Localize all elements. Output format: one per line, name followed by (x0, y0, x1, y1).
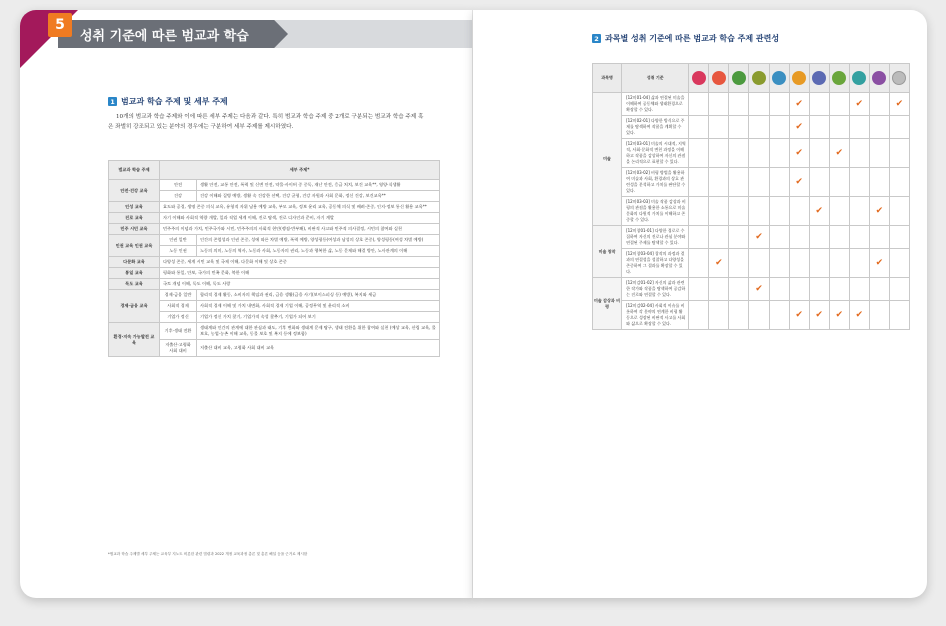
empty-cell (889, 278, 909, 301)
criteria-row (593, 301, 910, 330)
empty-cell (769, 168, 789, 197)
section-1-label: 범교과 학습 주제 및 세부 주제 (121, 97, 228, 106)
topic-details: 효도와 공경, 생명 존중 의식 교육, 유형적 자위 남용 예방 교육, 부모 교육, 정보 윤리 교육, 공동체 의식 및 배려·존중, 인지·정보 통신 활용 교육** (160, 202, 440, 213)
empty-cell (829, 93, 849, 116)
empty-cell (789, 278, 809, 301)
section-1-title (108, 96, 228, 107)
empty-cell (749, 197, 769, 226)
empty-cell (689, 278, 709, 301)
topic-category: 환경·지속 가능발전 교육 (109, 323, 160, 357)
empty-cell (809, 139, 829, 168)
empty-cell (809, 116, 829, 139)
topic-icon-header (829, 64, 849, 93)
empty-cell (829, 249, 849, 278)
topic-details: 기업가 정신 가치 찾기, 기업가적 속성 찾추기, 기업가 되어 보기 (197, 312, 440, 323)
topic-row (109, 279, 440, 290)
empty-cell (709, 278, 729, 301)
empty-cell (889, 226, 909, 249)
empty-cell (889, 197, 909, 226)
empty-cell (869, 168, 889, 197)
topic-details: 인간의 존엄성과 인권 존중, 성에 따른 차별 예방, 폭력 예방, 양성평등(여성과 남성의 상호 존중), 양성평등(여성 차별 예방) (197, 235, 440, 246)
check-mark: ✔ (869, 197, 889, 226)
empty-cell (709, 139, 729, 168)
empty-cell (769, 197, 789, 226)
criteria-text: [12미창03-04] 창작의 과정과 결과의 연결성을 성찰하고 다양성을 존중하여 그 결과를 확장할 수 있다. (622, 249, 689, 278)
section-2-label: 과목별 성취 기준에 따른 범교과 학습 주제 관련성 (605, 34, 780, 43)
empty-cell (789, 249, 809, 278)
intro-paragraph: 10개의 범교과 학습 주제와 이에 따른 세부 주제는 다음과 같다. 특히 범교과 학습 주제 중 2개로 구분되는 범교과 학습 주제 혹은 좌벌히 강조되고 있는 분야의 경우에는 구분하여 세부 주제를 제시하였다. (108, 114, 424, 130)
empty-cell (829, 226, 849, 249)
left-page (20, 10, 473, 598)
empty-cell (769, 139, 789, 168)
empty-cell (749, 93, 769, 116)
topic-subcategory: 기업가 정신 (160, 312, 197, 323)
empty-cell (749, 301, 769, 330)
criteria-text: [12미감02-04] 사회적 이슈를 비롯하여 각 분야의 연계한 비평 활동으로 성장된 비판적 사고를 사회와 삶으로 확장할 수 있다. (622, 301, 689, 330)
topic-subcategory: 건강 (160, 191, 197, 202)
empty-cell (769, 226, 789, 249)
empty-cell (689, 226, 709, 249)
empty-cell (769, 278, 789, 301)
empty-cell (769, 93, 789, 116)
topic-details: 자기 이해와 사회적 역량 개발, 일과 직업 세계 이해, 진로 탐색, 진로 디자인과 준비, 자기 계발 (160, 213, 440, 224)
empty-cell (849, 116, 869, 139)
empty-cell (829, 278, 849, 301)
topic-row (109, 202, 440, 213)
empty-cell (869, 278, 889, 301)
empty-cell (689, 249, 709, 278)
empty-cell (769, 301, 789, 330)
empty-cell (729, 116, 749, 139)
empty-cell (749, 168, 769, 197)
topic-details: 생태계와 인간의 관계에 대한 관심과 태도, 기후 변화와 생태계 문제 탐구, 생태 전환을 위한 참여와 실천 (예상 교육, 산림 교육, 물 보호, 농업·농촌 이해 교육, 동물 보호 및 복지 등에 정보함) (197, 323, 440, 340)
empty-cell (709, 116, 729, 139)
empty-cell (849, 226, 869, 249)
topic-category: 다문화 교육 (109, 257, 160, 268)
topic-icon-header (849, 64, 869, 93)
empty-cell (709, 226, 729, 249)
empty-cell (729, 93, 749, 116)
check-mark: ✔ (789, 139, 809, 168)
topic-subcategory: 사회적 경제 (160, 301, 197, 312)
topic-subcategory: 저출산·고령화 사회 대비 (160, 340, 197, 357)
topic-subcategory: 경제·금융 일반 (160, 290, 197, 301)
check-mark: ✔ (829, 301, 849, 330)
topic-icon-header (869, 64, 889, 93)
empty-cell (889, 116, 909, 139)
topic-5-icon (772, 71, 786, 85)
check-mark: ✔ (789, 301, 809, 330)
criteria-row (593, 93, 910, 116)
topic-category: 통일 교육 (109, 268, 160, 279)
topic-details: 민주주의 이념과 가치, 민주국가와 시민, 민주주의의 사회적 현안(쟁점·반부패), 비판적 사고와 민주적 의사결정, 시민의 참여와 실천 (160, 224, 440, 235)
topic-8-icon (832, 71, 846, 85)
topic-subcategory: 노동 인권 (160, 246, 197, 257)
empty-cell (889, 301, 909, 330)
topic-3-icon (732, 71, 746, 85)
empty-cell (729, 226, 749, 249)
topic-1-icon (692, 71, 706, 85)
topic-4-icon (752, 71, 766, 85)
empty-cell (829, 197, 849, 226)
empty-cell (689, 301, 709, 330)
check-mark: ✔ (749, 278, 769, 301)
right-page (473, 10, 927, 598)
empty-cell (709, 168, 729, 197)
col-topic: 범교과 학습 주제 (109, 161, 160, 180)
empty-cell (829, 168, 849, 197)
topics-table (108, 160, 440, 357)
criteria-row (593, 226, 910, 249)
subject-name: 미술 감상과 비평 (593, 278, 622, 330)
topic-row (109, 180, 440, 191)
topic-subcategory: 기후·생태 전환 (160, 323, 197, 340)
criteria-row (593, 139, 910, 168)
check-mark: ✔ (789, 168, 809, 197)
criteria-text: [12미02-01] 다양한 방식으로 주제를 탐색하여 작품을 계획할 수 있다. (622, 116, 689, 139)
criteria-row (593, 116, 910, 139)
check-mark: ✔ (849, 93, 869, 116)
check-mark: ✔ (789, 93, 809, 116)
criteria-row (593, 168, 910, 197)
empty-cell (849, 139, 869, 168)
topic-details: 노동의 의미, 노동의 역사, 노동과 사회, 노동자의 권리, 노동과 행복한 삶, 노동 문제와 해결 방안, 노사관계의 이해 (197, 246, 440, 257)
subject-name: 미술 (593, 93, 622, 226)
topic-icon-header (689, 64, 709, 93)
empty-cell (869, 116, 889, 139)
topic-category: 인권 교육 인권 교육 (109, 235, 160, 257)
empty-cell (749, 249, 769, 278)
empty-cell (889, 168, 909, 197)
topic-details: 다양성 존중, 세계 시민 교육 및 국제 이해, 다문화 이해 및 상호 존중 (160, 257, 440, 268)
empty-cell (849, 168, 869, 197)
topic-details: 사회적 경제 이해 및 가치 내면화, 사회적 경제 기업 이해, 공정무역 및 윤리적 소비 (197, 301, 440, 312)
col-subtopics: 세부 주제* (160, 161, 440, 180)
empty-cell (849, 278, 869, 301)
empty-cell (689, 139, 709, 168)
check-mark: ✔ (809, 301, 829, 330)
section-2-title (592, 33, 779, 44)
topic-row (109, 213, 440, 224)
empty-cell (729, 168, 749, 197)
col-criteria: 성취 기준 (622, 64, 689, 93)
topic-row (109, 290, 440, 301)
empty-cell (809, 93, 829, 116)
topic-category: 인성 교육 (109, 202, 160, 213)
empty-cell (789, 197, 809, 226)
check-mark: ✔ (789, 116, 809, 139)
col-subject: 과목명 (593, 64, 622, 93)
check-mark: ✔ (709, 249, 729, 278)
topic-category: 안전·건강 교육 (109, 180, 160, 202)
topic-details: 평화와 통일, 안보, 국가의 민족 문화, 북한 이해 (160, 268, 440, 279)
criteria-row (593, 197, 910, 226)
empty-cell (689, 116, 709, 139)
topic-icon-header (809, 64, 829, 93)
topic-11-icon (892, 71, 906, 85)
topic-subcategory: 안전 (160, 180, 197, 191)
empty-cell (769, 249, 789, 278)
criteria-row (593, 249, 910, 278)
empty-cell (749, 116, 769, 139)
empty-cell (889, 249, 909, 278)
empty-cell (769, 116, 789, 139)
topic-category: 진로 교육 (109, 213, 160, 224)
topic-6-icon (792, 71, 806, 85)
topic-details: 국토 개념 이해, 독도 이해, 독도 사랑 (160, 279, 440, 290)
empty-cell (809, 278, 829, 301)
empty-cell (729, 139, 749, 168)
topic-row (109, 257, 440, 268)
section-1-number: 1 (108, 97, 117, 106)
topic-icon-header (709, 64, 729, 93)
empty-cell (709, 93, 729, 116)
empty-cell (789, 226, 809, 249)
empty-cell (829, 116, 849, 139)
topic-icon-header (749, 64, 769, 93)
check-mark: ✔ (809, 197, 829, 226)
empty-cell (809, 168, 829, 197)
section-2-number: 2 (592, 34, 601, 43)
check-mark: ✔ (869, 249, 889, 278)
check-mark: ✔ (889, 93, 909, 116)
footnote: *범교과 학습 주제별 세부 주제는 교육부 지노트 비롯한 관련 법령과 2022 개정 교육과정 총론 및 총론 해설 등을 근거로 제시함 (108, 552, 308, 556)
relevance-table (592, 63, 910, 330)
empty-cell (849, 197, 869, 226)
chapter-title: 성취 기준에 따른 범교과 학습 (80, 29, 249, 44)
criteria-text: [12미03-02] 비평 방법을 활용하여 미술과 사회, 환경과의 상호 관련성을 분석하고 가치를 판단할 수 있다. (622, 168, 689, 197)
topic-icon-header (729, 64, 749, 93)
topic-row (109, 235, 440, 246)
topic-details: 저출산 대비 교육, 고령화 사회 대비 교육 (197, 340, 440, 357)
empty-cell (709, 301, 729, 330)
topic-row (109, 323, 440, 340)
topic-10-icon (872, 71, 886, 85)
empty-cell (689, 93, 709, 116)
empty-cell (729, 249, 749, 278)
criteria-text: [12미감01-02] 자신의 삶과 관련한 작가와 작품을 탐색하여 공감하는 진로와 연결할 수 있다. (622, 278, 689, 301)
empty-cell (689, 168, 709, 197)
empty-cell (809, 226, 829, 249)
empty-cell (869, 93, 889, 116)
empty-cell (869, 226, 889, 249)
empty-cell (849, 249, 869, 278)
criteria-text: [12미창01-01] 다양한 경로로 수집하여 자신의 진로나 관심 분야와 연결된 주제를 탐색할 수 있다. (622, 226, 689, 249)
criteria-text: [12미03-01] 미술의 시대적, 지역적, 사회·문화적 변천 과정을 이해하고 작품을 감상하여 자신의 관점을 논리적으로 표현할 수 있다. (622, 139, 689, 168)
topic-icon-header (769, 64, 789, 93)
empty-cell (889, 139, 909, 168)
topic-details: 건강 이해와 질병 예방, 생활 속 건강한 선택, 건강 균형, 건강 자원과 사회 문화, 정신 건강, 보건교육** (197, 191, 440, 202)
empty-cell (869, 301, 889, 330)
empty-cell (729, 301, 749, 330)
empty-cell (729, 197, 749, 226)
criteria-text: [12미01-04] 삶과 연결된 미술을 이해하여 공동체와 생태환경으로 확장할 수 있다. (622, 93, 689, 116)
empty-cell (729, 278, 749, 301)
topic-category: 독도 교육 (109, 279, 160, 290)
topic-category: 경제·금융 교육 (109, 290, 160, 323)
check-mark: ✔ (829, 139, 849, 168)
topic-extra-header (889, 64, 909, 93)
empty-cell (869, 139, 889, 168)
topic-icon-header (789, 64, 809, 93)
topic-details: 생활 안전, 교통 안전, 폭력 및 신변 안전, 약물·사이버 중 중독, 재난 안전, 응급 처치, 보건 교육**, 영양·식생활 (197, 180, 440, 191)
topic-7-icon (812, 71, 826, 85)
criteria-row (593, 278, 910, 301)
topic-row (109, 224, 440, 235)
empty-cell (689, 197, 709, 226)
criteria-text: [12미03-03] 미술 작품 감상과 비평의 관점을 활용한 소통으로 미술 문화의 다원적 가치를 이해하고 존중할 수 있다. (622, 197, 689, 226)
check-mark: ✔ (849, 301, 869, 330)
subject-name: 미술 창작 (593, 226, 622, 278)
chapter-number: 5 (48, 13, 72, 37)
topic-details: 합리적 경제 활동, 소비자의 책임과 권리, 금융 생활(금융 사기(보이스피싱 등) 예방), 복지와 세금 (197, 290, 440, 301)
topic-9-icon (852, 71, 866, 85)
topic-category: 민주 시민 교육 (109, 224, 160, 235)
check-mark: ✔ (749, 226, 769, 249)
empty-cell (749, 139, 769, 168)
topic-2-icon (712, 71, 726, 85)
empty-cell (809, 249, 829, 278)
topic-subcategory: 인권 일반 (160, 235, 197, 246)
empty-cell (709, 197, 729, 226)
topic-row (109, 268, 440, 279)
